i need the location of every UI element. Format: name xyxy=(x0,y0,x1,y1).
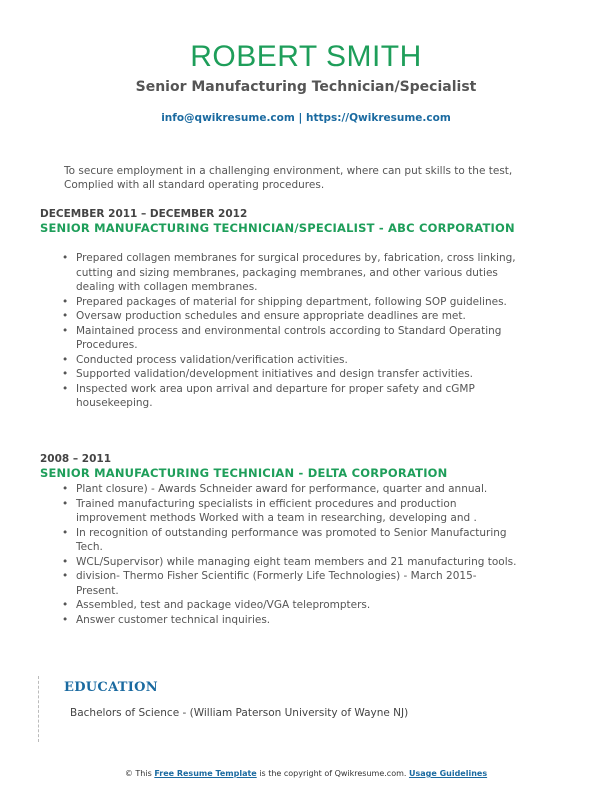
list-item: • Oversaw production schedules and ensure appropriate deadlines are met. xyxy=(60,309,522,324)
list-item: • Prepared collagen membranes for surgical procedures by, fabrication, cross linking, cutting and sizing membranes, packaging membranes, and other various duties dealing with collagen membranes. xyxy=(60,251,522,295)
contact-separator: | xyxy=(298,112,303,124)
job-duties-list xyxy=(60,251,522,411)
list-item: • In recognition of outstanding performance was promoted to Senior Manufacturing Tech. xyxy=(60,526,522,555)
candidate-name: ROBERT SMITH xyxy=(190,40,422,73)
email-link[interactable]: info@qwikresume.com xyxy=(161,112,295,124)
job-dates: DECEMBER 2011 – DECEMBER 2012 xyxy=(40,208,248,220)
job-dates: 2008 – 2011 xyxy=(40,453,112,465)
footer xyxy=(0,769,612,778)
list-item: • Plant closure) - Awards Schneider award for performance, quarter and annual. xyxy=(60,482,522,497)
list-item: • Answer customer technical inquiries. xyxy=(60,613,522,628)
job-duties-list xyxy=(60,482,522,627)
usage-guidelines-link[interactable]: Usage Guidelines xyxy=(408,769,488,778)
job-title: SENIOR MANUFACTURING TECHNICIAN/SPECIALIST - ABC CORPORATION xyxy=(40,221,515,235)
list-item: • WCL/Supervisor) while managing eight team members and 21 manufacturing tools. xyxy=(60,555,522,570)
education-item: Bachelors of Science - (William Paterson University of Wayne NJ) xyxy=(70,707,409,719)
candidate-title: Senior Manufacturing Technician/Specialist xyxy=(135,79,477,95)
contact-line xyxy=(0,111,612,125)
list-item: • Inspected work area upon arrival and departure for proper safety and cGMP housekeeping. xyxy=(60,382,522,411)
footer-copyright: is the copyright of Qwikresume.com. xyxy=(259,769,407,778)
list-item: • Maintained process and environmental controls according to Standard Operating Procedures. xyxy=(60,324,522,353)
free-resume-template-link[interactable]: Free Resume Template xyxy=(154,769,257,778)
section-divider xyxy=(38,676,39,742)
list-item: • Assembled, test and package video/VGA teleprompters. xyxy=(60,598,522,613)
list-item: • Supported validation/development initiatives and design transfer activities. xyxy=(60,367,522,382)
list-item: • division- Thermo Fisher Scientific (Formerly Life Technologies) - March 2015- Present. xyxy=(60,569,522,598)
list-item: • Conducted process validation/verification activities. xyxy=(60,353,522,368)
list-item: • Prepared packages of material for shipping department, following SOP guidelines. xyxy=(60,295,522,310)
footer-prefix: © This xyxy=(124,769,152,778)
website-link[interactable]: https://Qwikresume.com xyxy=(305,112,451,124)
list-item: • Trained manufacturing specialists in efficient procedures and production improvement methods Worked with a team in researching, developing and . xyxy=(60,497,522,526)
objective-text: To secure employment in a challenging environment, where can put skills to the test, Complied with all standard operating procedures. xyxy=(64,165,513,191)
education-heading: EDUCATION xyxy=(64,680,158,695)
job-title: SENIOR MANUFACTURING TECHNICIAN - DELTA CORPORATION xyxy=(40,466,448,480)
